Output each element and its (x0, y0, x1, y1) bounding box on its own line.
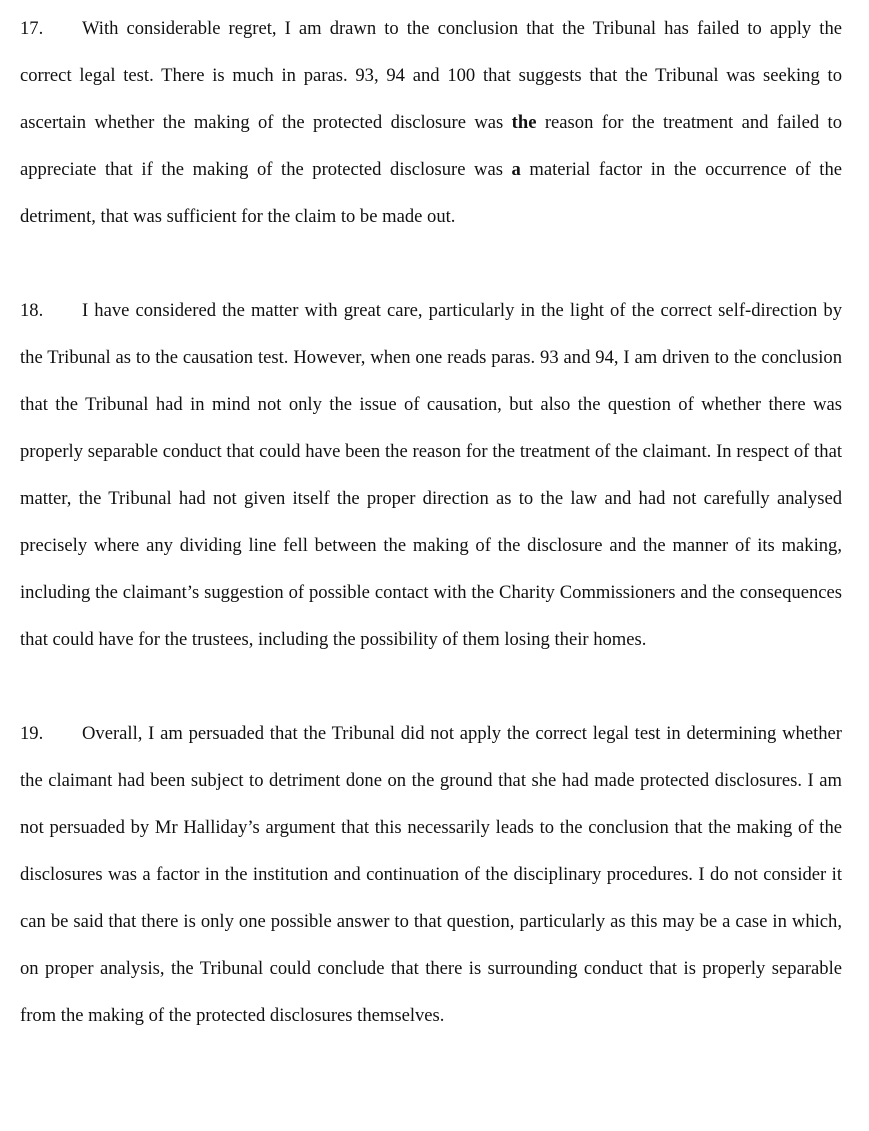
document-page (20, 5, 842, 1039)
paragraph-text: material factor in the occurrence of the detriment, that was sufficient for the claim to be made out. (20, 159, 842, 227)
paragraph-18 (20, 287, 842, 663)
paragraph-number: 17. (20, 18, 44, 39)
paragraph-number: 18. (20, 300, 44, 321)
paragraph-text: reason for the treatment and failed to appreciate that if the making of the protected disclosure was (20, 112, 842, 180)
paragraph-text: I have considered the matter with great care, particularly in the light of the correct self-direction by the Tribunal as to the causation test. However, when one reads paras. 93 and 94, I am driven to the conclusion that the Tribunal had in mind not only the issue of causation, but also the question of whether there was properly separable conduct that could have been the reason for the treatment of the claimant. In respect of that matter, the Tribunal had not given itself the proper direction as to the law and had not carefully analysed precisely where any dividing line fell between the making of the disclosure and the manner of its making, including the claimant’s suggestion of possible contact with the Charity Commissioners and the consequences that could have for the trustees, including the possibility of them losing their homes. (20, 300, 842, 650)
paragraph-text: With considerable regret, I am drawn to the conclusion that the Tribunal has failed to apply the correct legal test. There is much in paras. 93, 94 and 100 that suggests that the Tribunal was seeking to ascertain whether the making of the protected disclosure was (20, 18, 842, 133)
paragraph-number: 19. (20, 723, 44, 744)
emphasis-a: a (511, 159, 521, 180)
emphasis-the: the (511, 112, 537, 133)
paragraph-19 (20, 710, 842, 1039)
paragraph-text: Overall, I am persuaded that the Tribunal did not apply the correct legal test in determining whether the claimant had been subject to detriment done on the ground that she had made protected disclosures. I am not persuaded by Mr Halliday’s argument that this necessarily leads to the conclusion that the making of the disclosures was a factor in the institution and continuation of the disciplinary procedures. I do not consider it can be said that there is only one possible answer to that question, particularly as this may be a case in which, on proper analysis, the Tribunal could conclude that there is surrounding conduct that is properly separable from the making of the protected disclosures themselves. (20, 723, 842, 1026)
paragraph-17 (20, 5, 842, 240)
